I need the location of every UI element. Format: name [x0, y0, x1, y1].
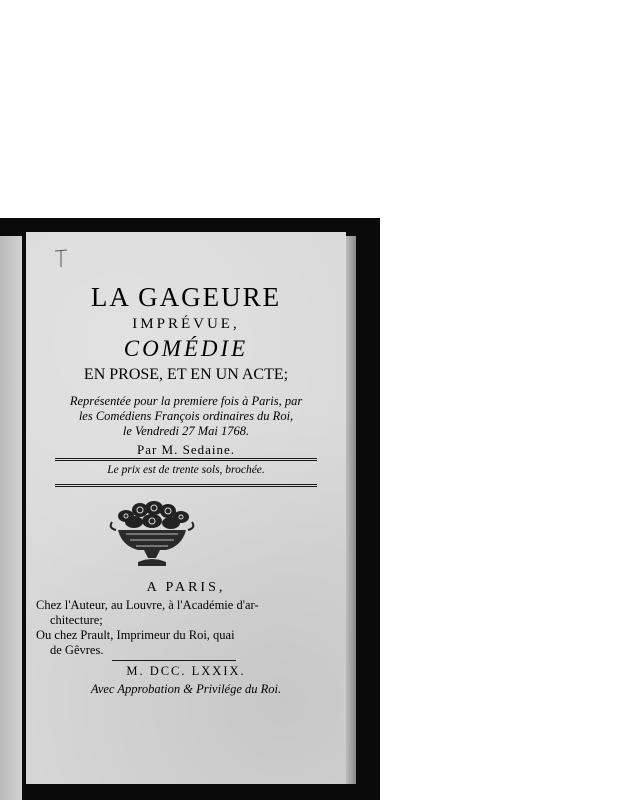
author-line: Par M. Sedaine.: [136, 442, 236, 457]
book-subtitle: IMPRÉVUE,: [132, 316, 240, 332]
performance-line: les Comédiens François ordinaires du Roi,: [78, 409, 294, 423]
publisher-line: chitecture;: [50, 613, 103, 627]
flower-basket-ornament-icon: [104, 500, 200, 570]
publisher-line: de Gêvres.: [50, 643, 104, 657]
price-line: Le prix est de trente sols, brochée.: [107, 464, 265, 476]
price-rule-top: [55, 458, 317, 461]
pencil-mark-icon: [54, 248, 68, 268]
privilege-line: Avec Approbation & Privilége du Roi.: [90, 682, 282, 696]
city-line: A PARIS,: [146, 580, 226, 595]
performance-line: le Vendredi 27 Mai 1768.: [122, 424, 250, 438]
year-line: M. DCC. LXXIX.: [126, 664, 246, 678]
form-line: EN PROSE, ET EN UN ACTE;: [83, 366, 289, 383]
publisher-line: Chez l'Auteur, au Louvre, à l'Académie d'ar-: [36, 598, 259, 612]
performance-line: Représentée pour la premiere fois à Paris, par: [69, 394, 303, 408]
previous-page-edge: [0, 236, 22, 800]
genre-line: COMÉDIE: [123, 336, 249, 361]
page-fore-edge: [346, 236, 356, 784]
publisher-line: Ou chez Prault, Imprimeur du Roi, quai: [36, 628, 235, 642]
year-rule: [112, 660, 236, 661]
book-title: LA GAGEURE: [90, 282, 282, 312]
price-rule-bottom: [55, 484, 317, 487]
